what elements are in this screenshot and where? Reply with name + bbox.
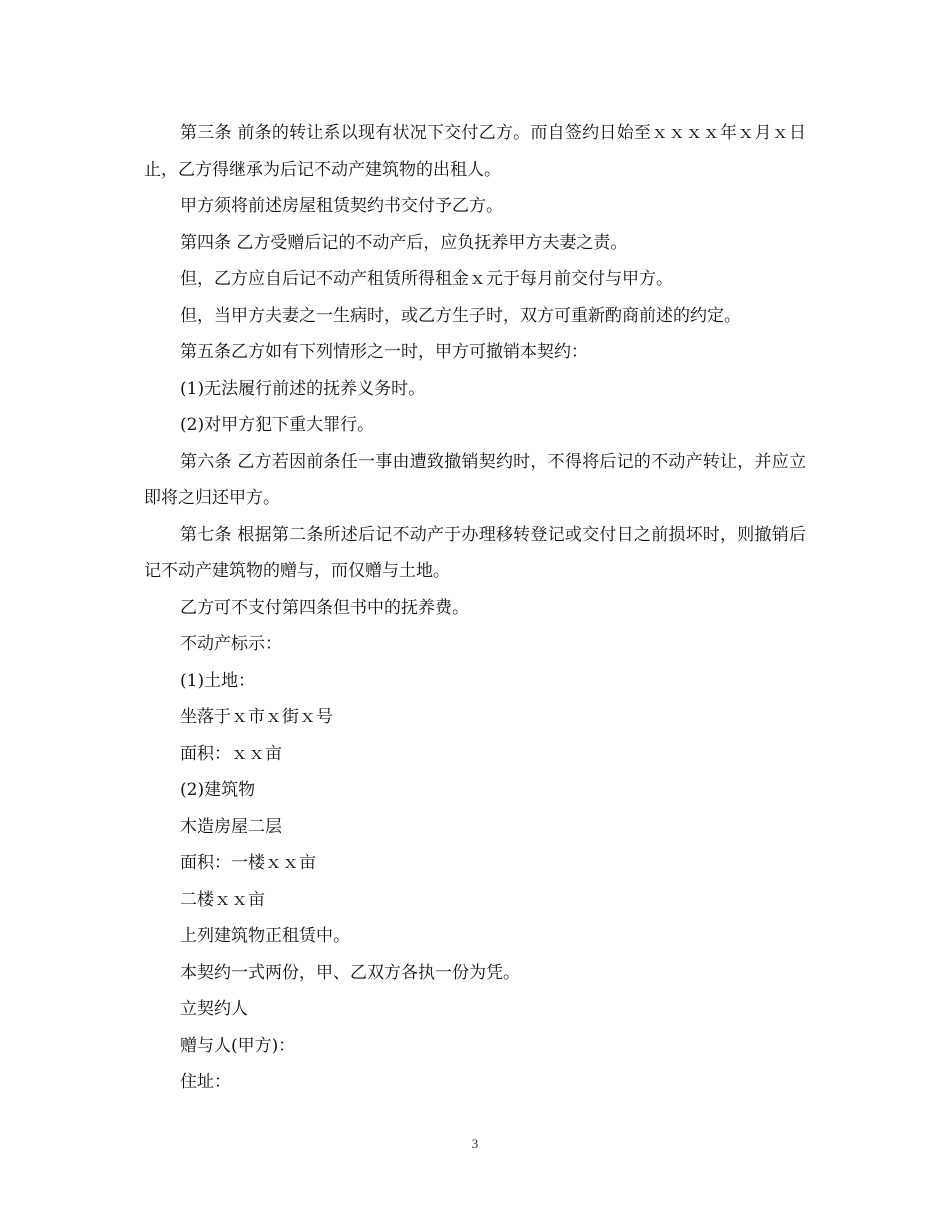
paragraph: (1)无法履行前述的抚养义务时。 — [180, 378, 426, 399]
paragraph: 不动产标示： — [180, 634, 282, 654]
paragraph: 上列建筑物正租赁中。 — [180, 926, 350, 946]
paragraph: 木造房屋二层 — [180, 816, 282, 837]
paragraph: 赠与人(甲方)： — [180, 1035, 296, 1056]
page-number: 3 — [471, 1136, 479, 1151]
paragraph: (1)土地： — [180, 670, 256, 691]
paragraph: (2)建筑物 — [180, 780, 256, 800]
document-body — [144, 115, 806, 1101]
paragraph: 第七条 根据第二条所述后记不动产于办理移转登记或交付日之前损坏时，则撤销后记不动产建筑物的赠与，而仅赠与土地。 — [144, 524, 806, 581]
paragraph: 坐落于ｘ市ｘ街ｘ号 — [180, 707, 333, 727]
paragraph: 第三条 前条的转让系以现有状况下交付乙方。而自签约日始至ｘｘｘｘ年ｘ月ｘ日止，乙方得继承为后记不动产建筑物的出租人。 — [144, 123, 806, 180]
paragraph: (2)对甲方犯下重大罪行。 — [180, 415, 375, 435]
paragraph: 但，乙方应自后记不动产租赁所得租金ｘ元于每月前交付与甲方。 — [180, 269, 673, 289]
paragraph: 乙方可不支付第四条但书中的抚养费。 — [180, 597, 469, 618]
paragraph: 住址： — [180, 1072, 231, 1092]
paragraph: 第五条乙方如有下列情形之一时，甲方可撤销本契约： — [180, 342, 588, 362]
paragraph: 本契约一式两份，甲、乙双方各执一份为凭。 — [180, 962, 520, 983]
paragraph: 但，当甲方夫妻之一生病时，或乙方生子时，双方可重新酌商前述的约定。 — [180, 305, 741, 326]
paragraph: 立契约人 — [180, 999, 248, 1019]
paragraph: 面积：一楼ｘｘ亩 — [180, 853, 316, 873]
paragraph: 面积：ｘｘ亩 — [180, 743, 282, 764]
paragraph: 第四条 乙方受赠后记的不动产后，应负抚养甲方夫妻之责。 — [180, 232, 628, 253]
paragraph: 甲方须将前述房屋租赁契约书交付予乙方。 — [180, 196, 503, 216]
paragraph: 二楼ｘｘ亩 — [180, 889, 265, 910]
paragraph: 第六条 乙方若因前条任一事由遭致撤销契约时，不得将后记的不动产转让，并应立即将之归还甲方。 — [144, 451, 806, 508]
